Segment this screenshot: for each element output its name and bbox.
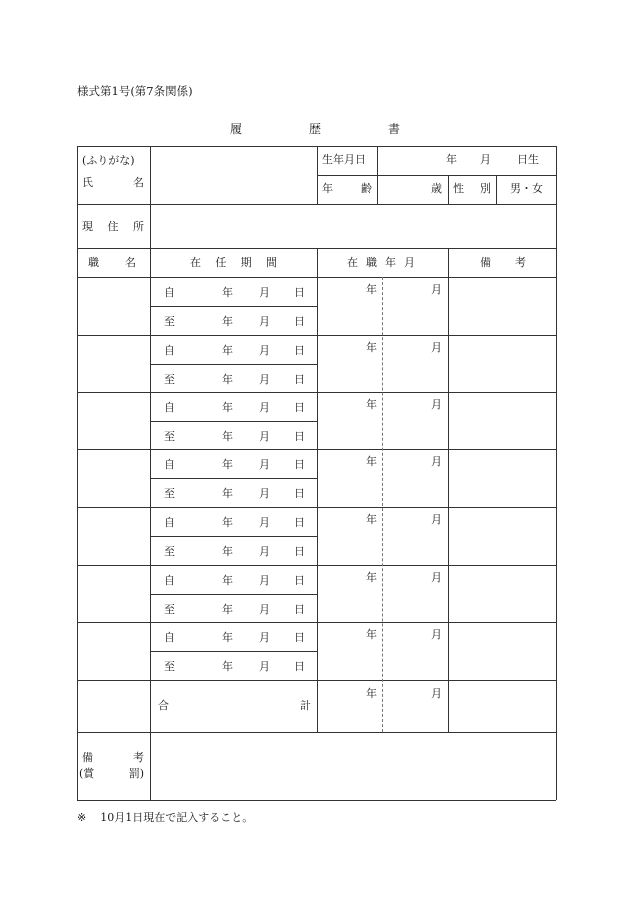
date-day-unit: 日 (294, 286, 305, 299)
title-char: 履 (230, 122, 243, 136)
grid-line-v (448, 248, 449, 732)
date-year-unit: 年 (222, 516, 233, 529)
date-year-unit: 年 (222, 286, 233, 299)
remarks-input[interactable] (450, 567, 554, 621)
age-unit: 歳 (431, 182, 442, 195)
footnote-mark: ※ (77, 811, 87, 824)
date-prefix: 自 (164, 344, 175, 357)
date-prefix: 至 (164, 430, 175, 443)
date-month-unit: 月 (259, 373, 270, 386)
title-char: 書 (387, 122, 400, 136)
date-year-unit: 年 (222, 401, 233, 414)
date-day-unit: 日 (294, 430, 305, 443)
grid-line-h (317, 175, 556, 176)
grid-line-h (150, 364, 317, 365)
date-prefix: 自 (164, 458, 175, 471)
date-year-unit: 年 (222, 373, 233, 386)
col-tenure (347, 257, 415, 268)
date-month-unit: 月 (259, 631, 270, 644)
col-position-char: 職 (88, 256, 99, 269)
tenure-year-unit: 年 (366, 398, 377, 411)
date-prefix: 自 (164, 401, 175, 414)
grid-line-h (150, 421, 317, 422)
date-year-unit: 年 (222, 631, 233, 644)
grid-line-v (150, 248, 151, 800)
tenure-year-unit: 年 (366, 455, 377, 468)
date-year-unit: 年 (222, 430, 233, 443)
date-month-unit: 月 (259, 430, 270, 443)
grid-line-h (150, 594, 317, 595)
tenure-month-unit: 月 (431, 628, 442, 641)
remarks-label-char: 備 (82, 751, 93, 764)
date-month-unit: 月 (259, 344, 270, 357)
tenure-year-unit: 年 (366, 341, 377, 354)
date-year-unit: 年 (222, 487, 233, 500)
sex-label (453, 183, 491, 194)
date-year-unit: 年 (222, 315, 233, 328)
name-label-char: 名 (133, 176, 144, 189)
total-year-unit: 年 (366, 687, 377, 700)
date-day-unit: 日 (294, 458, 305, 471)
name-label-char: 氏 (82, 176, 93, 189)
col-tenure-char: 職 (366, 256, 377, 269)
grid-line-h (150, 536, 317, 537)
date-year-unit: 年 (222, 574, 233, 587)
col-remarks-char: 備 (480, 256, 491, 269)
position-input[interactable] (79, 394, 148, 448)
birth-year-unit: 年 (446, 153, 457, 166)
tenure-year-unit: 年 (366, 283, 377, 296)
tenure-month-unit: 月 (431, 341, 442, 354)
tenure-month-unit: 月 (431, 571, 442, 584)
total-month-unit: 月 (431, 687, 442, 700)
total-label-2: 計 (300, 699, 311, 712)
grid-line-h (77, 204, 556, 205)
date-month-unit: 月 (259, 660, 270, 673)
grid-line-h (77, 800, 556, 801)
remarks-input[interactable] (450, 394, 554, 448)
footnote (77, 809, 253, 825)
remarks-sub-label-char: (賞 (79, 767, 95, 780)
date-day-unit: 日 (294, 401, 305, 414)
position-input[interactable] (79, 509, 148, 563)
grid-line-h (150, 651, 317, 652)
date-month-unit: 月 (259, 603, 270, 616)
date-month-unit: 月 (259, 458, 270, 471)
date-prefix: 至 (164, 315, 175, 328)
birth-label: 生年月日 (322, 153, 366, 166)
date-month-unit: 月 (259, 286, 270, 299)
col-remarks-char: 考 (515, 256, 526, 269)
birth-date-input[interactable] (379, 148, 555, 174)
age-label (322, 183, 372, 194)
grid-line-v (150, 204, 151, 248)
date-day-unit: 日 (294, 487, 305, 500)
date-year-unit: 年 (222, 603, 233, 616)
remarks-input[interactable] (450, 279, 554, 333)
grid-line-h (150, 306, 317, 307)
remarks-sub-label-char: 罰) (128, 767, 144, 780)
remarks-input[interactable] (450, 337, 554, 391)
date-day-unit: 日 (294, 660, 305, 673)
document-title (230, 120, 400, 137)
date-prefix: 至 (164, 487, 175, 500)
date-month-unit: 月 (259, 487, 270, 500)
date-day-unit: 日 (294, 516, 305, 529)
date-month-unit: 月 (259, 516, 270, 529)
date-day-unit: 日 (294, 373, 305, 386)
date-prefix: 自 (164, 516, 175, 529)
tenure-month-unit: 月 (431, 513, 442, 526)
remarks-input[interactable] (450, 624, 554, 678)
age-label-char: 齢 (361, 182, 372, 195)
address-label-char: 所 (133, 220, 144, 233)
footnote-text: 10月1日現在で記入すること。 (100, 811, 254, 824)
grid-line-v (556, 146, 557, 800)
sex-label-char: 性 (453, 182, 464, 195)
remarks-main-input[interactable] (152, 734, 554, 798)
total-label-1: 合 (158, 699, 169, 712)
grid-line-v (317, 146, 318, 204)
col-tenure-char: 年 (385, 256, 396, 269)
remarks-sub-label (79, 768, 144, 779)
col-term (190, 257, 277, 268)
col-position (88, 257, 136, 268)
grid-line-v (77, 146, 78, 800)
date-year-unit: 年 (222, 458, 233, 471)
grid-line-v (377, 146, 378, 204)
date-day-unit: 日 (294, 344, 305, 357)
sex-value: 男・女 (510, 182, 543, 195)
position-input[interactable] (79, 279, 148, 333)
furigana-label: (ふりがな) (82, 154, 135, 167)
title-char: 歴 (308, 122, 321, 136)
tenure-year-unit: 年 (366, 571, 377, 584)
grid-line-h (150, 478, 317, 479)
date-year-unit: 年 (222, 344, 233, 357)
date-year-unit: 年 (222, 660, 233, 673)
tenure-month-unit: 月 (431, 283, 442, 296)
grid-line-dashed (382, 277, 383, 732)
date-month-unit: 月 (259, 545, 270, 558)
grid-line-v (448, 175, 449, 204)
tenure-month-unit: 月 (431, 455, 442, 468)
remarks-label (82, 752, 144, 763)
position-input[interactable] (79, 624, 148, 678)
address-label-char: 住 (107, 220, 119, 233)
col-term-char: 在 (190, 256, 201, 269)
address-label (82, 221, 144, 232)
position-input[interactable] (79, 567, 148, 621)
birth-day-unit: 日生 (517, 153, 539, 166)
date-day-unit: 日 (294, 545, 305, 558)
grid-line-v (317, 248, 318, 732)
date-day-unit: 日 (294, 603, 305, 616)
form-id: 様式第1号(第7条関係) (77, 84, 193, 98)
date-prefix: 至 (164, 545, 175, 558)
tenure-year-unit: 年 (366, 513, 377, 526)
position-input[interactable] (79, 451, 148, 505)
col-tenure-char: 月 (404, 256, 415, 269)
date-prefix: 自 (164, 631, 175, 644)
date-prefix: 至 (164, 603, 175, 616)
sex-label-char: 別 (480, 182, 491, 195)
furigana-input[interactable] (152, 148, 316, 203)
col-tenure-char: 在 (347, 256, 358, 269)
grid-line-v (496, 175, 497, 204)
age-input[interactable] (379, 177, 447, 203)
date-day-unit: 日 (294, 315, 305, 328)
age-label-char: 年 (322, 182, 333, 195)
date-prefix: 自 (164, 574, 175, 587)
date-prefix: 自 (164, 286, 175, 299)
date-month-unit: 月 (259, 574, 270, 587)
tenure-month-unit: 月 (431, 398, 442, 411)
address-input[interactable] (152, 206, 554, 247)
date-prefix: 至 (164, 373, 175, 386)
remarks-input[interactable] (450, 451, 554, 505)
col-term-char: 任 (215, 256, 227, 269)
position-input[interactable] (79, 337, 148, 391)
date-day-unit: 日 (294, 574, 305, 587)
remarks-label-char: 考 (133, 751, 144, 764)
date-month-unit: 月 (259, 401, 270, 414)
col-position-char: 名 (125, 256, 136, 269)
address-label-char: 現 (82, 220, 93, 233)
grid-line-v (150, 146, 151, 204)
date-day-unit: 日 (294, 631, 305, 644)
col-term-char: 期 (240, 256, 252, 269)
name-label (82, 177, 144, 188)
date-month-unit: 月 (259, 315, 270, 328)
remarks-input[interactable] (450, 509, 554, 563)
grid-line-h (77, 732, 556, 733)
birth-month-unit: 月 (480, 153, 491, 166)
col-term-char: 間 (265, 256, 277, 269)
col-remarks (480, 257, 526, 268)
tenure-year-unit: 年 (366, 628, 377, 641)
date-prefix: 至 (164, 660, 175, 673)
date-year-unit: 年 (222, 545, 233, 558)
